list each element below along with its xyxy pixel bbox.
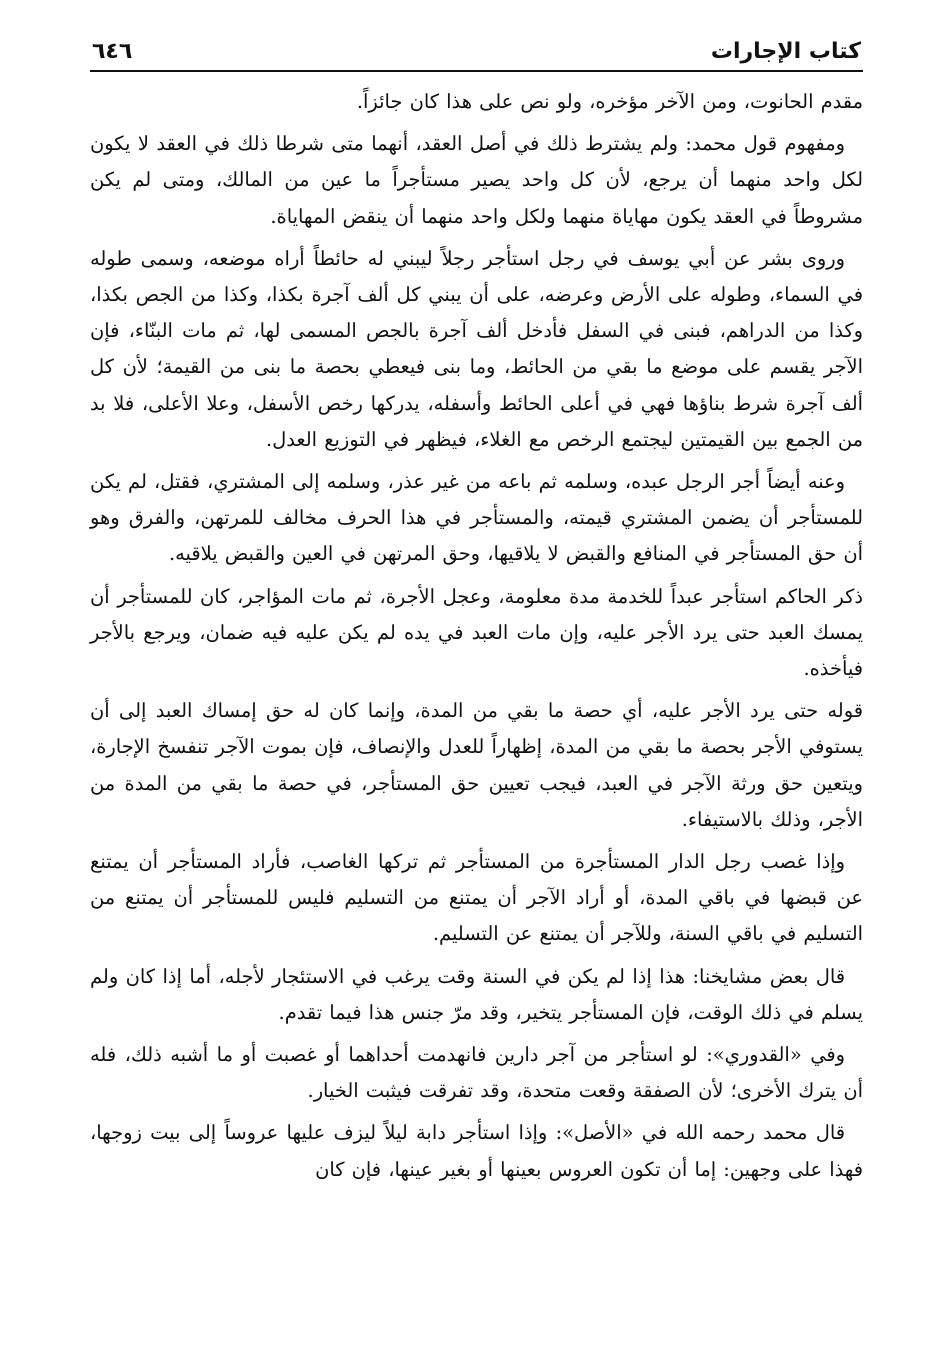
book-title: كتاب الإجارات xyxy=(710,39,861,64)
document-page xyxy=(90,30,863,1343)
paragraph: وفي «القدوري»: لو استأجر من آجر دارين فانهدمت أحداهما أو غصبت أو ما أشبه ذلك، فله أن يترك الأخرى؛ لأن الصفقة وقعت متحدة، وقد تفرقت فيثبت الخيار. xyxy=(90,1043,863,1103)
paragraph: قال بعض مشايخنا: هذا إذا لم يكن في السنة وقت يرغب في الاستئجار لأجله، أما إذا كان ولم يسلم في ذلك الوقت، فإن المستأجر يتخير، وقد مرّ جنس هذا فيما تقدم. xyxy=(90,964,863,1024)
paragraph: وروى بشر عن أبي يوسف في رجل استأجر رجلاً ليبني له حائطاً أراه موضعه، وسمى طوله في السماء، وطوله على الأرض وعرضه، على أن يبني كل ألف آجرة بكذا، وكذا من الجص بكذا، وكذا من الدراهم، فبنى في السفل فأدخل ألف آجرة بالجص المسمى لها، ثم مات البنّاء، فإن الآجر يقسم على موضع ما بقي من الحائط، وما بنى فيعطي بحصة ما بنى من القيمة؛ لأن كل ألف آجرة شرط بناؤها فهي في أعلى الحائط وأسفله، يدركها رخص الأسفل، وعلا الأعلى، فلا بد من الجمع بين القيمتين ليجتمع الرخص مع الغلاء، فيظهر في التوزيع العدل. xyxy=(90,246,863,451)
paragraph: وعنه أيضاً أجر الرجل عبده، وسلمه ثم باعه من غير عذر، وسلمه إلى المشتري، فقتل، لم يكن للمستأجر أن يضمن المشتري قيمته، والمستأجر في هذا الحرف مخالف للمرتهن، والفرق وهو أن حق المستأجر في المنافع والقبض لا يلاقيها، وحق المرتهن في العين والقبض يلاقيه. xyxy=(90,470,863,566)
paragraph: وإذا غصب رجل الدار المستأجرة من المستأجر ثم تركها الغاصب، فأراد المستأجر أن يمتنع عن قبضها في باقي المدة، أو أراد الآجر أن يمتنع من التسليم فليس للمستأجر أن يمتنع من التسليم في باقي السنة، وللآجر أن يمتنع عن التسليم. xyxy=(90,850,863,946)
page-number: ٦٤٦ xyxy=(92,39,133,64)
page-body xyxy=(90,84,863,1188)
paragraph: قوله حتى يرد الأجر عليه، أي حصة ما بقي من المدة، وإنما كان له حق إمساك العبد إلى أن يستوفي الأجر بحصة ما بقي من المدة، إظهاراً للعدل والإنصاف، فإن بموت الآجر تنفسخ الإجارة، ويتعين حق ورثة الآجر في العبد، فيجب تعيين حق المستأجر، في حصة ما بقي من المدة من الأجر، وذلك بالاستيفاء. xyxy=(90,699,863,831)
paragraph: قال محمد رحمه الله في «الأصل»: وإذا استأجر دابة ليلاً ليزف عليها عروساً إلى بيت زوجها، فهذا على وجهين: إما أن تكون العروس بعينها أو بغير عينها، فإن كان xyxy=(90,1121,863,1181)
paragraph: ذكر الحاكم استأجر عبداً للخدمة مدة معلومة، وعجل الأجرة، ثم مات المؤاجر، كان للمستأجر أن يمسك العبد حتى يرد الأجر عليه، وإن مات العبد في يده لم يكن عليه فيه ضمان، ويرجع بالأجر فيأخذه. xyxy=(90,584,864,681)
paragraph: مقدم الحانوت، ومن الآخر مؤخره، ولو نص على هذا كان جائزاً. xyxy=(356,90,863,113)
paragraph: ومفهوم قول محمد: ولم يشترط ذلك في أصل العقد، أنهما متى شرطا ذلك في العقد لا يكون لكل واحد منهما أن يرجع، لأن كل واحد يصير مستأجراً ما عين من المالك، ومتى لم يكن مشروطاً في العقد يكون مهاياة منهما ولكل واحد منهما أن ينقض المهاياة. xyxy=(90,132,863,228)
running-header xyxy=(90,30,863,72)
